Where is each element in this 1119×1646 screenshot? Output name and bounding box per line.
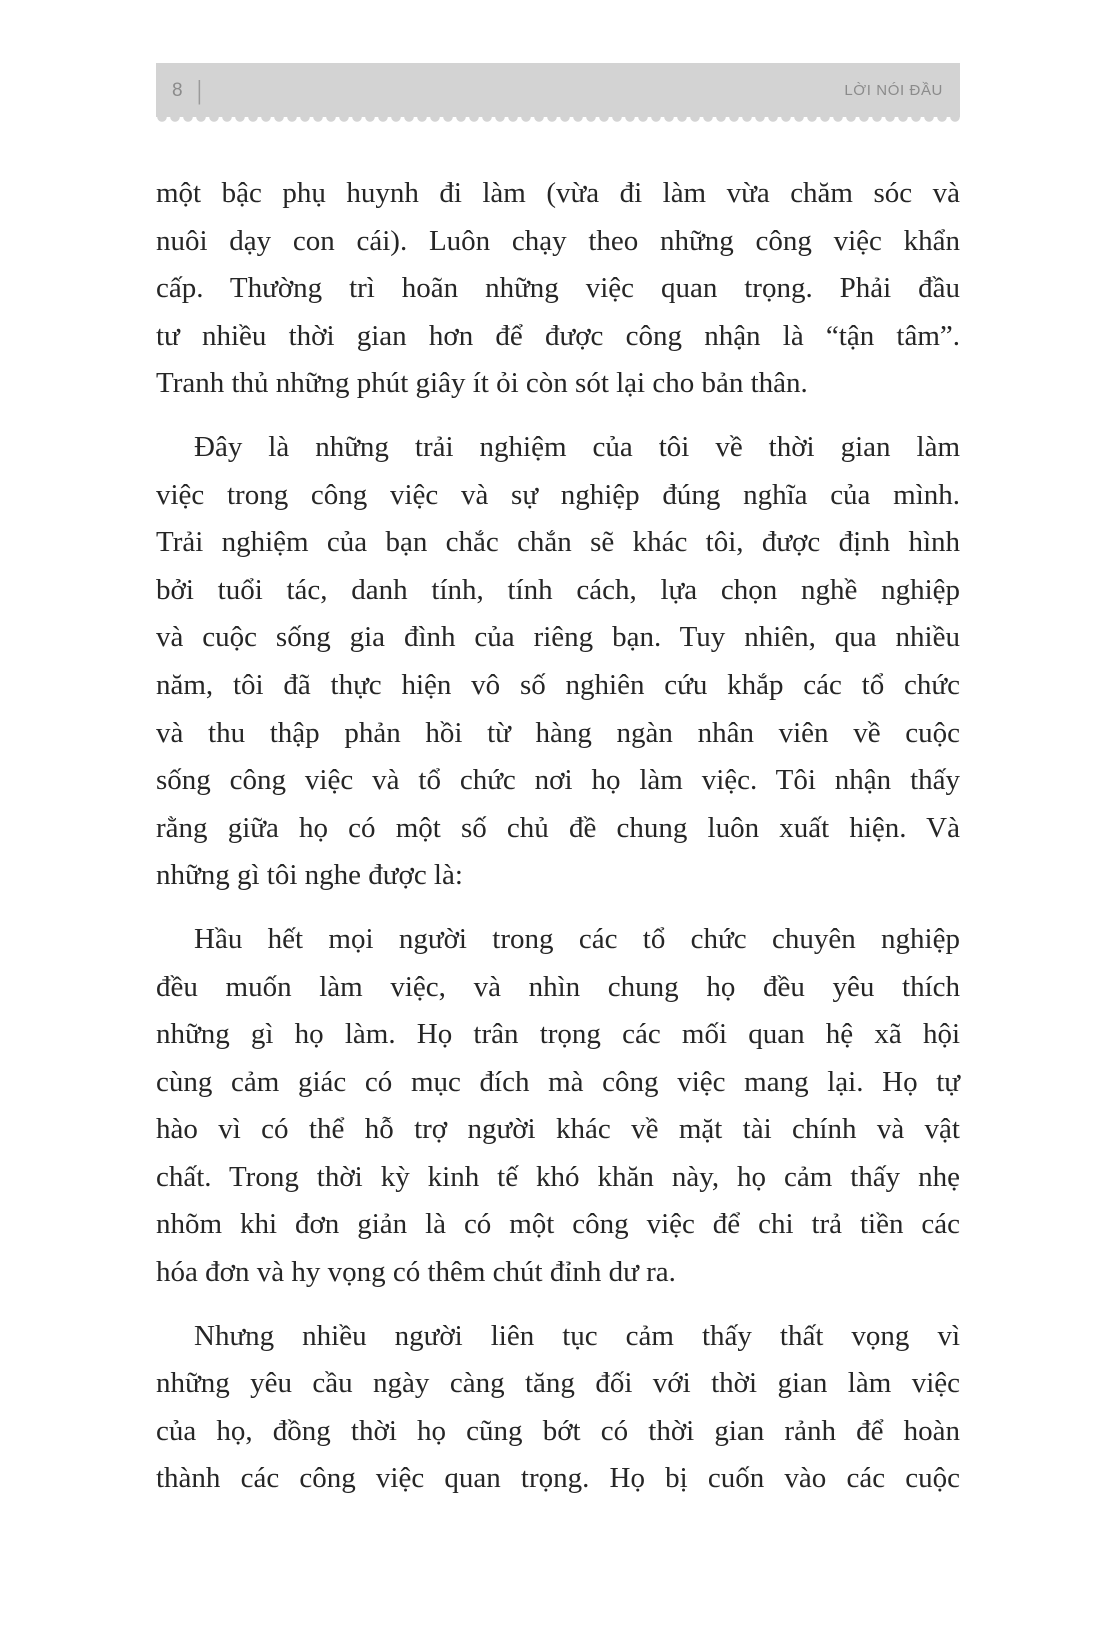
text-line: những yêu cầu ngày càng tăng đối với thời gian làm việc <box>156 1367 960 1400</box>
text-line: và cuộc sống gia đình của riêng bạn. Tuy nhiên, qua nhiều <box>156 621 960 654</box>
running-header-title: LỜI NÓI ĐẦU <box>844 81 943 99</box>
text-line: thành các công việc quan trọng. Họ bị cuốn vào các cuộc <box>156 1462 960 1495</box>
text-line: Nhưng nhiều người liên tục cảm thấy thất vọng vì <box>194 1319 960 1352</box>
text-line: nuôi dạy con cái). Luôn chạy theo những công việc khẩn <box>156 224 960 257</box>
text-line: Tranh thủ những phút giây ít ỏi còn sót lại cho bản thân. <box>156 367 808 400</box>
paragraph <box>156 1313 960 1503</box>
text-line: rằng giữa họ có một số chủ đề chung luôn xuất hiện. Và <box>156 811 960 844</box>
text-line: cùng cảm giác có mục đích mà công việc mang lại. Họ tự <box>156 1065 960 1098</box>
text-line: của họ, đồng thời họ cũng bớt có thời gian rảnh để hoàn <box>156 1414 960 1447</box>
text-line: những gì họ làm. Họ trân trọng các mối quan hệ xã hội <box>156 1018 960 1051</box>
text-line: chất. Trong thời kỳ kinh tế khó khăn này, họ cảm thấy nhẹ <box>156 1160 960 1193</box>
text-line: hào vì có thể hỗ trợ người khác về mặt tài chính và vật <box>156 1113 960 1146</box>
text-line: bởi tuổi tác, danh tính, tính cách, lựa chọn nghề nghiệp <box>156 573 960 606</box>
text-line: những gì tôi nghe được là: <box>156 859 463 892</box>
page-number: 8 <box>172 79 183 101</box>
text-line: năm, tôi đã thực hiện vô số nghiên cứu khắp các tổ chức <box>156 668 960 701</box>
text-line: nhõm khi đơn giản là có một công việc để chi trả tiền các <box>156 1208 960 1241</box>
text-line: hóa đơn và hy vọng có thêm chút đỉnh dư ra. <box>156 1256 676 1289</box>
text-line: Đây là những trải nghiệm của tôi về thời gian làm <box>194 430 960 463</box>
text-line: cấp. Thường trì hoãn những việc quan trọng. Phải đầu <box>156 272 960 305</box>
text-line: Hầu hết mọi người trong các tổ chức chuyên nghiệp <box>194 922 960 955</box>
body-text <box>156 170 960 1519</box>
header-divider: | <box>196 75 202 105</box>
text-line: sống công việc và tổ chức nơi họ làm việc. Tôi nhận thấy <box>156 764 960 797</box>
paragraph <box>156 424 960 900</box>
text-line: việc trong công việc và sự nghiệp đúng nghĩa của mình. <box>156 478 960 511</box>
text-line: và thu thập phản hồi từ hàng ngàn nhân viên về cuộc <box>156 716 960 749</box>
text-line: đều muốn làm việc, và nhìn chung họ đều yêu thích <box>156 970 960 1003</box>
text-line: Trải nghiệm của bạn chắc chắn sẽ khác tôi, được định hình <box>156 526 960 559</box>
running-header <box>156 63 960 117</box>
paragraph <box>156 170 960 408</box>
text-line: một bậc phụ huynh đi làm (vừa đi làm vừa chăm sóc và <box>156 177 960 209</box>
page-number-group <box>172 77 202 103</box>
text-line: tư nhiều thời gian hơn để được công nhận là “tận tâm”. <box>156 319 960 352</box>
paragraph <box>156 916 960 1297</box>
